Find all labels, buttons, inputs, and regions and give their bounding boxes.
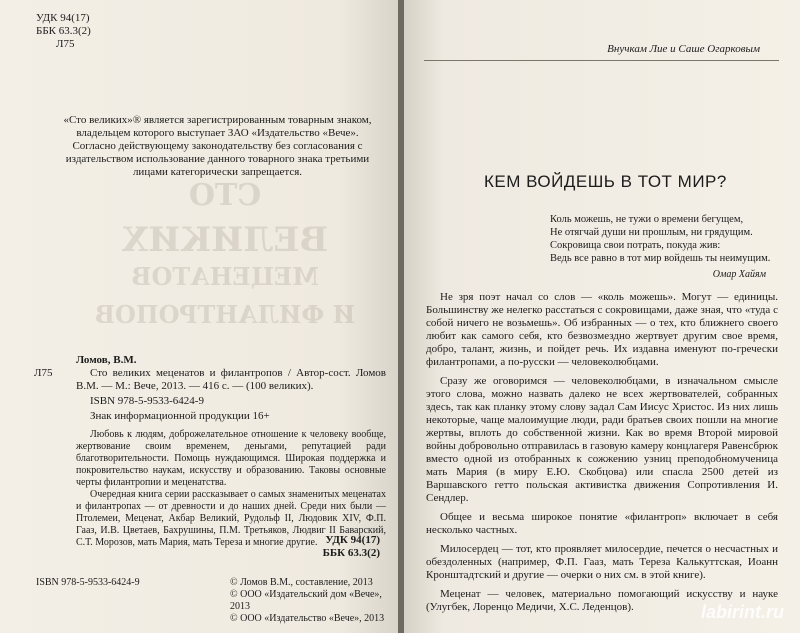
body-text: [426, 291, 778, 620]
paragraph: Меценат — человек, материально помогающий искусству и науке (Улугбек, Лоренцо Медичи, Х.С. Леденцов).: [426, 588, 778, 613]
ghost-line-1: СТО: [188, 178, 262, 213]
bbk-code: ББК 63.3(2): [36, 25, 91, 37]
site-watermark: labirint.ru: [700, 602, 784, 622]
chapter-heading: КЕМ ВОЙДЕШЬ В ТОТ МИР?: [484, 172, 727, 191]
right-page: [404, 0, 800, 633]
epigraph-line: Коль можешь, не тужи о времени бегущем,: [550, 214, 744, 225]
info-sign: Знак информационной продукции 16+: [90, 410, 270, 422]
paragraph: Сразу же оговоримся — человеколюбцами, в изначальном смысле этого слова, можно назвать далеко не всех жертвователей, собранных здесь, так как планку этому слову задал Сам Иисус Христос. Из них лишь некоторые, чаще малоимущие люди, ради братьев своих пошли на многие жертвы, вплоть до собственной жизни. Как во время Второй мировой войны добровольно отправилась в газовую камеру концлагеря Равенсбрюк вместо одной из отобранных к сожжению узниц преподобномученица мать Мария (в миру Е.Ю. Скобцова) или спасла 2500 детей из Варшавского гетто польская активистка движения Сопротивления И. Сендлер.: [426, 375, 778, 504]
paragraph: Не зря поэт начал со слов — «коль можешь». Могут — единицы. Большинству же нелегко расстаться с сокровищами, даже зная, что «туда с собой ничего не возьмешь». Об избранных — о тех, кто ближнего своего любит как самого себя, кто безвозмездно жертвует другим свое время, добро, талант, жизнь, и пойдет речь. Их издавна именуют по-гречески филантропами, а по-русски — человеколюбцами.: [426, 291, 778, 368]
bibliographic-record: [76, 354, 386, 549]
author-name: Ломов, В.М.: [76, 354, 137, 366]
author-mark: Л75: [56, 38, 75, 50]
ghost-line-4: И ФИЛАНТРОПОВ: [94, 300, 356, 329]
bbk-code-bottom: ББК 63.3(2): [322, 547, 380, 559]
epigraph-line: Ведь все равно в тот мир войдешь ты неимущим.: [550, 253, 771, 264]
epigraph: [550, 213, 770, 265]
epigraph-line: Сокровища свои потрать, покуда жив:: [550, 240, 721, 251]
isbn: ISBN 978-5-9533-6424-9: [90, 395, 204, 407]
ghost-line-2: ВЕЛИКИХ: [121, 220, 329, 260]
udk-code: УДК 94(17): [36, 12, 90, 24]
annotation-1: Любовь к людям, доброжелательное отношение к человеку вообще, жертвование своим временем, деньгами, репутацией ради благотворительности. Помощь нуждающимся. Широкая поддержка и покровительство наукам, искусству и образованию. Таковы основные черты филантропии и меценатства.: [76, 429, 386, 488]
udk-bottom: [323, 534, 380, 560]
catalog-code: Л75: [34, 367, 53, 379]
header-rule: [424, 60, 779, 61]
ghost-line-3: МЕЦЕНАТОВ: [131, 262, 319, 291]
epigraph-line: Не отягчай души ни прошлым, ни грядущим.: [550, 227, 753, 238]
udk-code-bottom: УДК 94(17): [325, 534, 380, 546]
copyright-line: © Ломов В.М., составление, 2013: [230, 577, 373, 588]
book-description: Сто великих меценатов и филантропов / Автор-сост. Ломов В.М. — М.: Вече, 2013. — 416 с. — (100 великих).: [76, 367, 386, 392]
epigraph-author: Омар Хайям: [712, 269, 766, 280]
copyright-block: [230, 577, 398, 625]
copyright-line: © ООО «Издательский дом «Вече», 2013: [230, 589, 382, 612]
isbn-bottom: ISBN 978-5-9533-6424-9: [36, 577, 140, 588]
trademark-notice: «Сто великих»® является зарегистрированным товарным знаком, владельцем которого выступает ЗАО «Издательство «Вече». Согласно действующему законодательству без согласования с издательством использование данного товарного знака третьими лицами категорически запрещается.: [63, 114, 372, 178]
udk-top: [36, 12, 91, 51]
dedication: Внучкам Лие и Саше Огарковым: [607, 43, 760, 55]
copyright-line: © ООО «Издательство «Вече», 2013: [230, 613, 385, 624]
annotation-2: Очередная книга серии рассказывает о самых знаменитых меценатах и филантропах — от древности и до наших дней. Среди них были — Птолемеи, Меценат, Акбар Великий, Рудольф II, Людовик XIV, Ф.П. Гааз, И.В. Цветаев, Бахрушины, П.М. Третьяков, Людвиг II Баварский, С.Т. Морозов, мать Мария, мать Тереза и многие другие.: [76, 489, 386, 548]
paragraph: Общее и весьма широкое понятие «филантроп» включает в себя несколько частных.: [426, 511, 778, 536]
left-page: [0, 0, 398, 633]
paragraph: Милосердец — тот, кто проявляет милосердие, печется о несчастных и обездоленных (например, Ф.П. Гааз, мать Тереза Калькуттская, Иоанн Кронштадтский и другие — очерки о них см. в этой книге).: [426, 543, 778, 581]
